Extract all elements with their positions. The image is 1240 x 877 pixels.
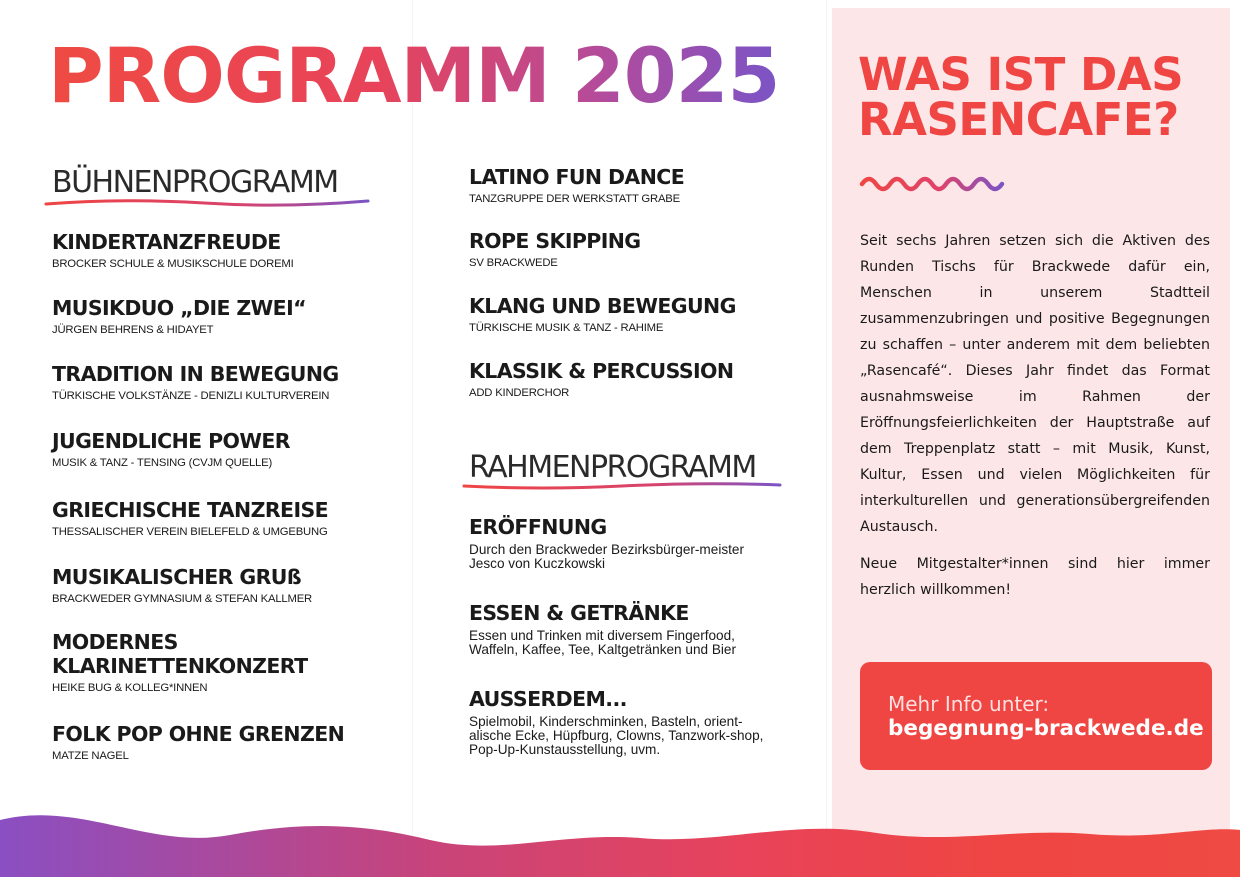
program-item-title: JUGENDLICHE POWER xyxy=(52,429,290,453)
program-item xyxy=(52,630,344,722)
website-link[interactable]: begegnung-brackwede.de xyxy=(888,716,1204,741)
program-item xyxy=(469,294,736,359)
program-item xyxy=(52,429,344,498)
rahmen-column xyxy=(469,515,784,757)
panel-invitation: Neue Mitgestalter*innen sind hier immer herzlich willkommen! xyxy=(860,556,1210,598)
buehnenprogramm-heading: BÜHNENPROGRAMM xyxy=(52,165,338,200)
heading-underline xyxy=(462,480,782,494)
program-item xyxy=(52,362,344,429)
program-item-performer: TÜRKISCHE MUSIK & TANZ - RAHIME xyxy=(469,322,664,334)
program-item-performer: SV BRACKWEDE xyxy=(469,257,558,269)
rahmen-item-description: Durch den Brackweder Bezirksbürger-meister Jesco von Kuczkowski xyxy=(469,542,744,571)
program-item-performer: MUSIK & TANZ - TENSING (CVJM QUELLE) xyxy=(52,457,273,469)
buehne-column-2 xyxy=(469,165,736,401)
buehne-column-1 xyxy=(52,230,344,764)
rahmen-item xyxy=(469,601,784,687)
rahmen-item xyxy=(469,687,784,757)
rahmen-item xyxy=(469,515,784,601)
program-item xyxy=(469,165,736,229)
program-item-title: TRADITION IN BEWEGUNG xyxy=(52,362,339,386)
program-item xyxy=(52,722,344,764)
page-title xyxy=(48,31,780,120)
program-item-title: ROPE SKIPPING xyxy=(469,229,641,253)
squiggle-decoration xyxy=(858,172,1018,194)
program-item-performer: BROCKER SCHULE & MUSIKSCHULE DOREMI xyxy=(52,258,294,270)
program-item-title-line2: KLARINETTENKONZERT xyxy=(52,654,308,678)
program-item-title: KLASSIK & PERCUSSION xyxy=(469,359,734,383)
rahmen-item-description: Essen und Trinken mit diversem Fingerfood, Waffeln, Kaffee, Tee, Kaltgetränken und Bier xyxy=(469,628,737,657)
program-item xyxy=(52,296,344,362)
bottom-wave-decoration xyxy=(0,790,1240,877)
panel-description: Seit sechs Jahren setzen sich die Aktiven des Runden Tischs für Brackwede dafür ein, Menschen in unserem Stadtteil zusammenzubringen und positive Begegnungen zu schaffen – unter anderem mit dem beliebten „Rasencafé“. Dieses Jahr findet das Format ausnahmsweise im Rahmen der Eröffnungsfeierlichkeiten der Hauptstraße auf dem Treppenplatz statt – mit Musik, Kunst, Kultur, Essen und vielen Möglichkeiten für interkulturellen und generationsübergreifenden Austausch. xyxy=(860,233,1210,535)
title-year: 2025 xyxy=(571,31,780,120)
rahmen-item-title: ERÖFFNUNG xyxy=(469,515,607,539)
program-item-title: KINDERTANZFREUDE xyxy=(52,230,281,254)
program-item-performer: TÜRKISCHE VOLKSTÄNZE - DENIZLI KULTURVEREIN xyxy=(52,390,330,402)
program-item-title: MUSIKDUO „DIE ZWEI“ xyxy=(52,296,306,320)
program-item xyxy=(52,230,344,296)
heading-underline xyxy=(44,196,370,210)
rahmen-item-description: Spielmobil, Kinderschminken, Basteln, orient-alische Ecke, Hüpfburg, Clowns, Tanzwork-shop, Pop-Up-Kunstausstellung, uvm. xyxy=(469,714,764,757)
fold-line xyxy=(826,0,827,877)
program-item-performer: THESSALISCHER VEREIN BIELEFELD & UMGEBUNG xyxy=(52,526,328,538)
rahmen-item-title: ESSEN & GETRÄNKE xyxy=(469,601,689,625)
program-item-performer: JÜRGEN BEHRENS & HIDAYET xyxy=(52,324,214,336)
program-item-title: LATINO FUN DANCE xyxy=(469,165,685,189)
program-item-title: KLANG UND BEWEGUNG xyxy=(469,294,736,318)
program-item-performer: HEIKE BUG & KOLLEG*INNEN xyxy=(52,682,208,694)
title-main: PROGRAMM xyxy=(48,31,550,120)
program-item xyxy=(469,229,736,294)
more-info-label: Mehr Info unter: xyxy=(888,692,1050,716)
program-item-performer: MATZE NAGEL xyxy=(52,750,129,762)
panel-title-line2: RASENCAFE? xyxy=(858,93,1179,146)
program-item-performer: ADD KINDERCHOR xyxy=(469,387,570,399)
rahmenprogramm-heading: RAHMENPROGRAMM xyxy=(469,450,756,485)
program-item-performer: TANZGRUPPE DER WERKSTATT GRABE xyxy=(469,193,680,205)
program-item-performer: BRACKWEDER GYMNASIUM & STEFAN KALLMER xyxy=(52,593,313,605)
fold-line xyxy=(412,0,413,877)
program-item xyxy=(52,565,344,630)
program-item xyxy=(469,359,736,401)
program-item xyxy=(52,498,344,565)
more-info-box xyxy=(860,662,1212,770)
program-item-title-line1: MODERNES xyxy=(52,630,178,654)
panel-title xyxy=(858,48,1184,146)
panel-title-line1: WAS IST DAS xyxy=(858,48,1184,101)
program-item-title: MUSIKALISCHER GRUß xyxy=(52,565,301,589)
program-item-title: GRIECHISCHE TANZREISE xyxy=(52,498,329,522)
rahmen-item-title: AUSSERDEM... xyxy=(469,687,627,711)
program-item-title: FOLK POP OHNE GRENZEN xyxy=(52,722,345,746)
